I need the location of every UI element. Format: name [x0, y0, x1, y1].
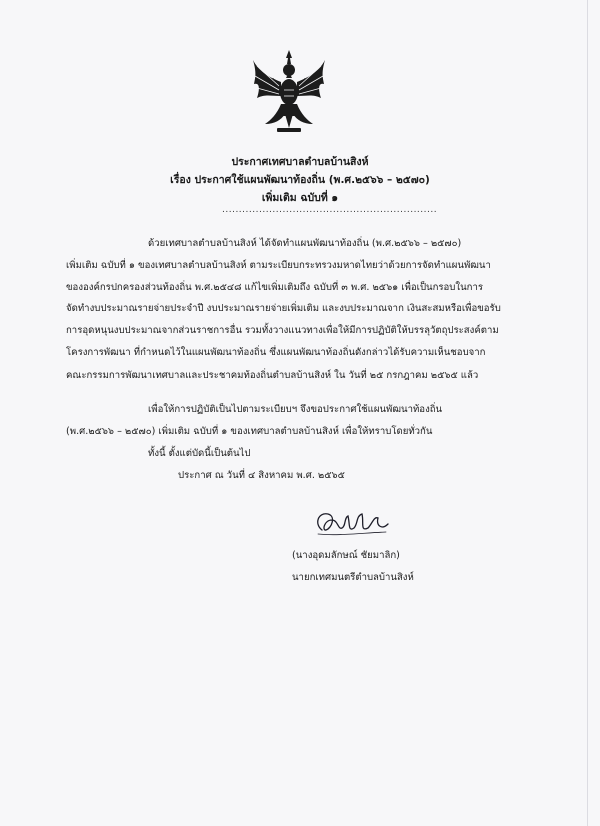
- paragraph-1-line: ด้วยเทศบาลตำบลบ้านสิงห์ ได้จัดทำแผนพัฒนาท้องถิ่น (พ.ศ.๒๕๖๖ – ๒๕๗๐): [148, 238, 462, 249]
- paragraph-1-line: ขององค์กรปกครองส่วนท้องถิ่น พ.ศ.๒๕๔๘ แก้ไขเพิ่มเติมถึง ฉบับที่ ๓ พ.ศ. ๒๕๖๑ เพื่อเป็นกรอบในการ: [66, 282, 483, 293]
- paragraph-1-line: การอุดหนุนงบประมาณจากส่วนราชการอื่น รวมทั้งวางแนวทางเพื่อให้มีการปฏิบัติให้บรรลุวัตถุประสงค์ตาม: [66, 325, 499, 336]
- dotted-separator: ................................................................: [222, 205, 438, 215]
- paragraph-1-line: คณะกรรมการพัฒนาเทศบาลและประชาคมท้องถิ่นตำบลบ้านสิงห์ ใน วันที่ ๒๕ กรกฎาคม ๒๕๖๕ แล้ว: [66, 370, 479, 381]
- handwritten-signature: [312, 506, 392, 540]
- paragraph-2-line: (พ.ศ.๒๕๖๖ – ๒๕๗๐) เพิ่มเติม ฉบับที่ ๑ ของเทศบาลตำบลบ้านสิงห์ เพื่อให้ทราบโดยทั่วกัน: [66, 426, 433, 437]
- announcement-subject: เรื่อง ประกาศใช้แผนพัฒนาท้องถิ่น (พ.ศ.๒๕๖๖ – ๒๕๗๐): [170, 174, 430, 186]
- announcement-title: ประกาศเทศบาลตำบลบ้านสิงห์: [231, 156, 369, 168]
- page-edge: [587, 0, 588, 826]
- signer-name: (นางอุดมลักษณ์ ชัยมาลิก): [292, 550, 400, 561]
- garuda-emblem-icon: [251, 48, 327, 134]
- announcement-date: ประกาศ ณ วันที่ ๔ สิงหาคม พ.ศ. ๒๕๖๕: [178, 470, 345, 481]
- effective-statement: ทั้งนี้ ตั้งแต่บัดนี้เป็นต้นไป: [148, 448, 251, 459]
- signer-title: นายกเทศมนตรีตำบลบ้านสิงห์: [292, 572, 414, 583]
- paragraph-2-line: เพื่อให้การปฏิบัติเป็นไปตามระเบียบฯ จึงขอประกาศใช้แผนพัฒนาท้องถิ่น: [148, 404, 443, 415]
- paragraph-1-line: โครงการพัฒนา ที่กำหนดไว้ในแผนพัฒนาท้องถิ่น ซึ่งแผนพัฒนาท้องถิ่นดังกล่าวได้รับความเห็นชอบจาก: [66, 347, 486, 358]
- paragraph-1-line: เพิ่มเติม ฉบับที่ ๑ ของเทศบาลตำบลบ้านสิงห์ ตามระเบียบกระทรวงมหาดไทยว่าด้วยการจัดทำแผนพัฒนา: [66, 260, 491, 271]
- announcement-edition: เพิ่มเติม ฉบับที่ ๑: [261, 192, 339, 204]
- paragraph-1-line: จัดทำงบประมาณรายจ่ายประจำปี งบประมาณรายจ่ายเพิ่มเติม และงบประมาณจาก เงินสะสมหรือเพื่อขอรับ: [66, 303, 501, 314]
